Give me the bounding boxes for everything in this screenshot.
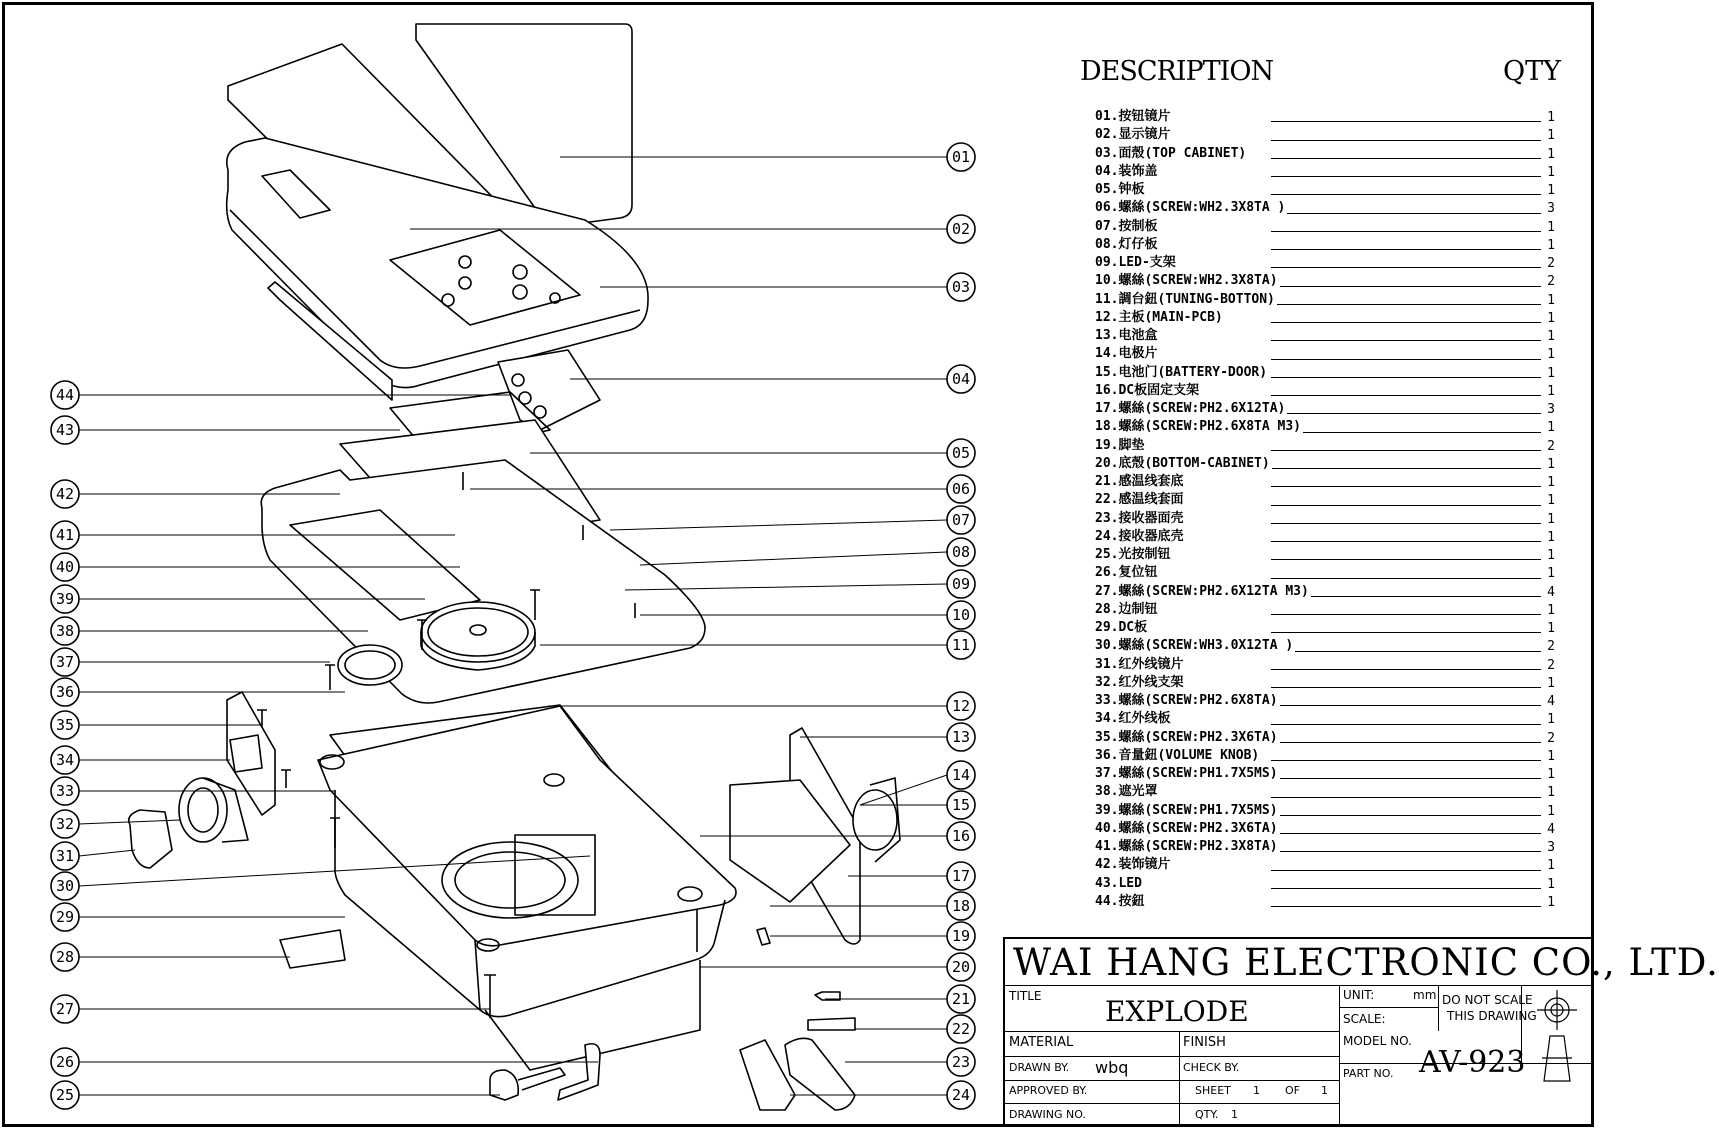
sensor-sleeve-top-part <box>808 1018 855 1030</box>
do-not-scale-line1: DO NOT SCALE <box>1442 993 1533 1007</box>
part-description: 26.复位钮 <box>1095 565 1158 581</box>
callout-38 <box>51 617 79 645</box>
part-description: 29.DC板 <box>1095 620 1148 635</box>
part-description: 31.红外线镜片 <box>1095 656 1184 672</box>
part-description: 38.遮光罩 <box>1095 784 1158 800</box>
drawn-by-value: wbq <box>1095 1058 1129 1077</box>
callout-28 <box>51 943 79 971</box>
part-row <box>1095 528 1555 546</box>
part-qty: 1 <box>1547 675 1555 691</box>
part-row <box>1095 838 1555 856</box>
callout-22 <box>947 1015 975 1043</box>
callout-number: 08 <box>951 543 971 561</box>
part-description: 17.螺絲(SCREW:PH2.6X12TA) <box>1095 401 1286 416</box>
part-description: 41.螺絲(SCREW:PH2.3X8TA) <box>1095 839 1278 854</box>
part-description: 23.接收器面壳 <box>1095 510 1184 526</box>
frame-plate-part <box>261 460 705 703</box>
callout-21 <box>947 985 975 1013</box>
part-description: 43.LED <box>1095 875 1142 891</box>
part-qty: 2 <box>1547 274 1555 290</box>
sheet-label: SHEET <box>1195 1084 1231 1097</box>
part-qty: 1 <box>1547 128 1555 144</box>
part-qty: 1 <box>1547 164 1555 180</box>
part-row <box>1095 491 1555 509</box>
part-row <box>1095 637 1555 655</box>
part-description: 33.螺絲(SCREW:PH2.6X8TA) <box>1095 693 1278 708</box>
callout-number: 18 <box>951 897 971 915</box>
part-qty: 1 <box>1547 347 1555 363</box>
part-qty: 1 <box>1547 146 1555 162</box>
part-row <box>1095 747 1555 765</box>
part-qty: 1 <box>1547 803 1555 819</box>
part-description: 28.边制钮 <box>1095 601 1158 617</box>
part-qty: 1 <box>1547 894 1555 910</box>
part-row <box>1095 802 1555 820</box>
callout-number: 30 <box>55 877 75 895</box>
callout-06 <box>947 475 975 503</box>
callout-number: 19 <box>951 927 971 945</box>
part-qty: 1 <box>1547 456 1555 472</box>
callout-number: 04 <box>951 370 971 388</box>
part-description: 14.电极片 <box>1095 346 1158 362</box>
finish-label: FINISH <box>1183 1035 1226 1050</box>
leader-line <box>79 850 135 856</box>
leader-line <box>640 552 947 565</box>
title-block <box>1003 937 1719 1126</box>
company-name: WAI HANG ELECTRONIC CO., LTD. <box>1013 941 1719 984</box>
part-row <box>1095 291 1555 309</box>
part-row <box>1095 382 1555 400</box>
part-qty: 3 <box>1547 840 1555 855</box>
part-qty: 1 <box>1547 548 1555 563</box>
callout-15 <box>947 791 975 819</box>
callout-number: 14 <box>951 766 971 784</box>
callout-number: 06 <box>951 480 971 498</box>
part-qty: 2 <box>1547 730 1555 746</box>
callout-number: 10 <box>951 606 971 624</box>
part-description: 20.底殼(BOTTOM-CABINET) <box>1095 455 1270 471</box>
scale-label: SCALE: <box>1343 1012 1386 1026</box>
part-qty: 1 <box>1547 767 1555 782</box>
part-description: 16.DC板固定支架 <box>1095 382 1200 398</box>
part-description: 18.螺絲(SCREW:PH2.6X8TA M3) <box>1095 419 1302 435</box>
part-qty: 1 <box>1547 566 1555 582</box>
callout-number: 28 <box>55 948 75 966</box>
approved-by-label: APPROVED BY. <box>1009 1084 1088 1097</box>
callout-number: 24 <box>951 1086 971 1104</box>
edge-knob-part <box>280 930 345 968</box>
callout-number: 12 <box>951 697 971 715</box>
part-row <box>1095 327 1555 345</box>
callout-30 <box>51 872 79 900</box>
part-qty: 1 <box>1547 237 1555 253</box>
callout-05 <box>947 439 975 467</box>
callout-12 <box>947 692 975 720</box>
part-qty: 4 <box>1547 821 1555 837</box>
reset-button-part <box>558 1044 600 1100</box>
part-row <box>1095 893 1555 911</box>
callout-number: 29 <box>55 908 75 926</box>
part-row <box>1095 163 1555 181</box>
part-qty: 1 <box>1547 602 1555 618</box>
callout-20 <box>947 953 975 981</box>
part-row <box>1095 856 1555 874</box>
callout-number: 27 <box>55 1000 75 1018</box>
part-qty: 1 <box>1547 785 1555 801</box>
part-row <box>1095 729 1555 747</box>
callout-24 <box>947 1081 975 1109</box>
part-description: 19.脚垫 <box>1095 437 1145 453</box>
part-description: 40.螺絲(SCREW:PH2.3X6TA) <box>1095 820 1278 836</box>
part-description: 27.螺絲(SCREW:PH2.6X12TA M3) <box>1095 583 1309 599</box>
callout-39 <box>51 585 79 613</box>
part-description: 03.面殼(TOP CABINET) <box>1095 145 1247 161</box>
callout-37 <box>51 648 79 676</box>
callout-number: 38 <box>55 622 75 640</box>
ir-lens-part <box>129 810 172 868</box>
callout-08 <box>947 538 975 566</box>
part-qty: 1 <box>1547 712 1555 728</box>
callout-number: 43 <box>55 421 75 439</box>
part-description: 07.按制板 <box>1095 218 1158 234</box>
callout-23 <box>947 1048 975 1076</box>
part-row <box>1095 108 1555 126</box>
callout-03 <box>947 273 975 301</box>
callout-number: 15 <box>951 796 971 814</box>
parts-list <box>1095 108 1555 911</box>
leader-line <box>610 520 947 530</box>
part-row <box>1095 309 1555 327</box>
part-row <box>1095 601 1555 619</box>
part-qty: 2 <box>1547 639 1555 655</box>
callout-number: 03 <box>951 278 971 296</box>
callout-44 <box>51 381 79 409</box>
part-description: 30.螺絲(SCREW:WH3.0X12TA ) <box>1095 638 1294 654</box>
callout-25 <box>51 1081 79 1109</box>
part-row <box>1095 345 1555 363</box>
callout-40 <box>51 553 79 581</box>
part-row <box>1095 418 1555 436</box>
title-label: TITLE <box>1009 989 1042 1003</box>
part-qty: 1 <box>1547 110 1555 125</box>
tuning-wheel-part <box>421 602 535 662</box>
part-qty: 1 <box>1547 748 1555 764</box>
title-value: EXPLODE <box>1105 995 1249 1028</box>
callout-07 <box>947 506 975 534</box>
drawing-no-label: DRAWING NO. <box>1009 1108 1086 1121</box>
callout-number: 09 <box>951 575 971 593</box>
part-description: 05.钟板 <box>1095 182 1145 197</box>
callout-number: 16 <box>951 827 971 845</box>
part-description: 13.电池盒 <box>1095 328 1158 343</box>
part-row <box>1095 875 1555 893</box>
part-row <box>1095 254 1555 272</box>
callout-number: 02 <box>951 220 971 238</box>
part-description: 24.接收器底壳 <box>1095 528 1184 544</box>
part-description: 37.螺絲(SCREW:PH1.7X5MS) <box>1095 766 1278 781</box>
receiver-top-shell-part <box>785 1038 855 1110</box>
model-value: AV-923 <box>1419 1045 1526 1080</box>
part-description: 06.螺絲(SCREW:WH2.3X8TA ) <box>1095 200 1286 216</box>
led-board-part <box>498 350 600 430</box>
part-qty: 1 <box>1547 876 1555 892</box>
part-description: 25.光按制钮 <box>1095 547 1171 562</box>
check-by-label: CHECK BY. <box>1183 1061 1240 1074</box>
callout-14 <box>947 761 975 789</box>
callout-number: 05 <box>951 444 971 462</box>
part-row <box>1095 783 1555 801</box>
callout-27 <box>51 995 79 1023</box>
part-description: 11.調台鈕(TUNING-BOTTON) <box>1095 291 1275 307</box>
model-label: MODEL NO. <box>1343 1034 1412 1048</box>
callout-31 <box>51 842 79 870</box>
part-row <box>1095 765 1555 783</box>
callout-10 <box>947 601 975 629</box>
part-qty: 4 <box>1547 584 1555 600</box>
qty-label: QTY. <box>1195 1108 1219 1121</box>
part-description: 35.螺絲(SCREW:PH2.3X6TA) <box>1095 729 1278 745</box>
part-qty: 1 <box>1547 511 1555 527</box>
callout-number: 20 <box>951 958 971 976</box>
qty-value: 1 <box>1231 1108 1238 1121</box>
part-qty: 1 <box>1547 219 1555 235</box>
part-row <box>1095 437 1555 455</box>
part-description: 04.装饰盖 <box>1095 163 1158 179</box>
callout-11 <box>947 631 975 659</box>
callout-number: 07 <box>951 511 971 529</box>
part-description: 01.按钮镜片 <box>1095 109 1171 124</box>
callout-33 <box>51 777 79 805</box>
part-row <box>1095 126 1555 144</box>
part-row <box>1095 455 1555 473</box>
part-qty: 2 <box>1547 657 1555 673</box>
part-description: 36.音量鈕(VOLUME KNOB) <box>1095 747 1260 763</box>
callout-number: 23 <box>951 1053 971 1071</box>
part-row <box>1095 564 1555 582</box>
part-qty: 1 <box>1547 292 1555 308</box>
projection-symbol <box>1522 986 1592 1126</box>
callout-number: 35 <box>55 716 75 734</box>
part-qty: 1 <box>1547 529 1555 545</box>
callout-26 <box>51 1048 79 1076</box>
callout-18 <box>947 892 975 920</box>
part-description: 44.按鈕 <box>1095 893 1145 909</box>
part-description: 12.主板(MAIN-PCB) <box>1095 309 1223 325</box>
part-qty: 1 <box>1547 383 1555 399</box>
part-description: 34.红外线板 <box>1095 711 1171 727</box>
callout-16 <box>947 822 975 850</box>
part-description: 21.感温线套底 <box>1095 474 1184 489</box>
part-row <box>1095 619 1555 637</box>
callout-number: 25 <box>55 1086 75 1104</box>
part-qty: 1 <box>1547 310 1555 326</box>
callout-number: 34 <box>55 751 75 769</box>
part-qty: 3 <box>1547 402 1555 417</box>
callout-01 <box>947 143 975 171</box>
unit-label: UNIT: <box>1343 988 1375 1002</box>
callout-number: 26 <box>55 1053 75 1071</box>
callout-number: 37 <box>55 653 75 671</box>
callout-number: 11 <box>951 636 971 654</box>
callout-32 <box>51 810 79 838</box>
callout-number: 33 <box>55 782 75 800</box>
callout-43 <box>51 416 79 444</box>
callout-02 <box>947 215 975 243</box>
callout-number: 36 <box>55 683 75 701</box>
part-qty: 1 <box>1547 621 1555 636</box>
callout-number: 17 <box>951 867 971 885</box>
callout-number: 22 <box>951 1020 971 1038</box>
part-qty: 1 <box>1547 365 1555 381</box>
callout-number: 44 <box>55 386 75 404</box>
callout-09 <box>947 570 975 598</box>
ir-board-part <box>227 692 275 815</box>
part-row <box>1095 199 1555 217</box>
callout-29 <box>51 903 79 931</box>
part-row <box>1095 692 1555 710</box>
part-qty: 2 <box>1547 438 1555 454</box>
part-no-label: PART NO. <box>1343 1067 1394 1080</box>
part-qty: 1 <box>1547 493 1555 509</box>
part-qty: 3 <box>1547 201 1555 217</box>
sheet-value: 1 <box>1253 1084 1260 1097</box>
callout-number: 39 <box>55 590 75 608</box>
part-row <box>1095 656 1555 674</box>
part-description: 39.螺絲(SCREW:PH1.7X5MS) <box>1095 802 1278 818</box>
callout-19 <box>947 922 975 950</box>
part-row <box>1095 218 1555 236</box>
unit-value: mm <box>1413 988 1437 1002</box>
callout-number: 40 <box>55 558 75 576</box>
part-qty: 1 <box>1547 858 1555 874</box>
callout-number: 32 <box>55 815 75 833</box>
part-row <box>1095 473 1555 491</box>
speaker-part <box>442 842 578 918</box>
qty-header: QTY <box>1503 56 1561 87</box>
callout-36 <box>51 678 79 706</box>
material-label: MATERIAL <box>1009 1035 1074 1050</box>
callout-number: 13 <box>951 728 971 746</box>
part-row <box>1095 145 1555 163</box>
part-qty: 1 <box>1547 420 1555 436</box>
description-header: DESCRIPTION <box>1080 56 1274 87</box>
part-qty: 1 <box>1547 475 1555 490</box>
callout-number: 42 <box>55 485 75 503</box>
electrode-part <box>853 790 897 850</box>
part-description: 42.装饰镜片 <box>1095 857 1171 873</box>
part-description: 22.感温线套面 <box>1095 492 1184 508</box>
callout-34 <box>51 746 79 774</box>
callout-35 <box>51 711 79 739</box>
do-not-scale-line2: THIS DRAWING <box>1447 1009 1537 1023</box>
part-description: 09.LED-支架 <box>1095 255 1176 270</box>
part-qty: 1 <box>1547 183 1555 198</box>
part-description: 32.红外线支架 <box>1095 674 1184 690</box>
callout-number: 21 <box>951 990 971 1008</box>
part-row <box>1095 272 1555 290</box>
part-row <box>1095 710 1555 728</box>
part-description: 02.显示镜片 <box>1095 127 1171 143</box>
drawn-by-label: DRAWN BY. <box>1009 1061 1070 1074</box>
part-row <box>1095 400 1555 418</box>
part-description: 10.螺絲(SCREW:WH2.3X8TA) <box>1095 273 1278 289</box>
part-row <box>1095 236 1555 254</box>
callout-number: 31 <box>55 847 75 865</box>
part-row <box>1095 181 1555 199</box>
part-row <box>1095 364 1555 382</box>
of-label: OF <box>1285 1084 1300 1097</box>
part-row <box>1095 583 1555 601</box>
part-qty: 4 <box>1547 694 1555 709</box>
callout-17 <box>947 862 975 890</box>
callout-number: 41 <box>55 526 75 544</box>
callout-13 <box>947 723 975 751</box>
callout-number: 01 <box>951 148 971 166</box>
part-qty: 1 <box>1547 329 1555 344</box>
part-row <box>1095 546 1555 564</box>
callout-42 <box>51 480 79 508</box>
part-row <box>1095 510 1555 528</box>
part-qty: 2 <box>1547 256 1555 271</box>
part-row <box>1095 674 1555 692</box>
callout-41 <box>51 521 79 549</box>
part-description: 15.电池门(BATTERY-DOOR) <box>1095 364 1268 380</box>
callout-04 <box>947 365 975 393</box>
of-value: 1 <box>1321 1084 1328 1097</box>
part-description: 08.灯仔板 <box>1095 236 1158 252</box>
part-row <box>1095 820 1555 838</box>
